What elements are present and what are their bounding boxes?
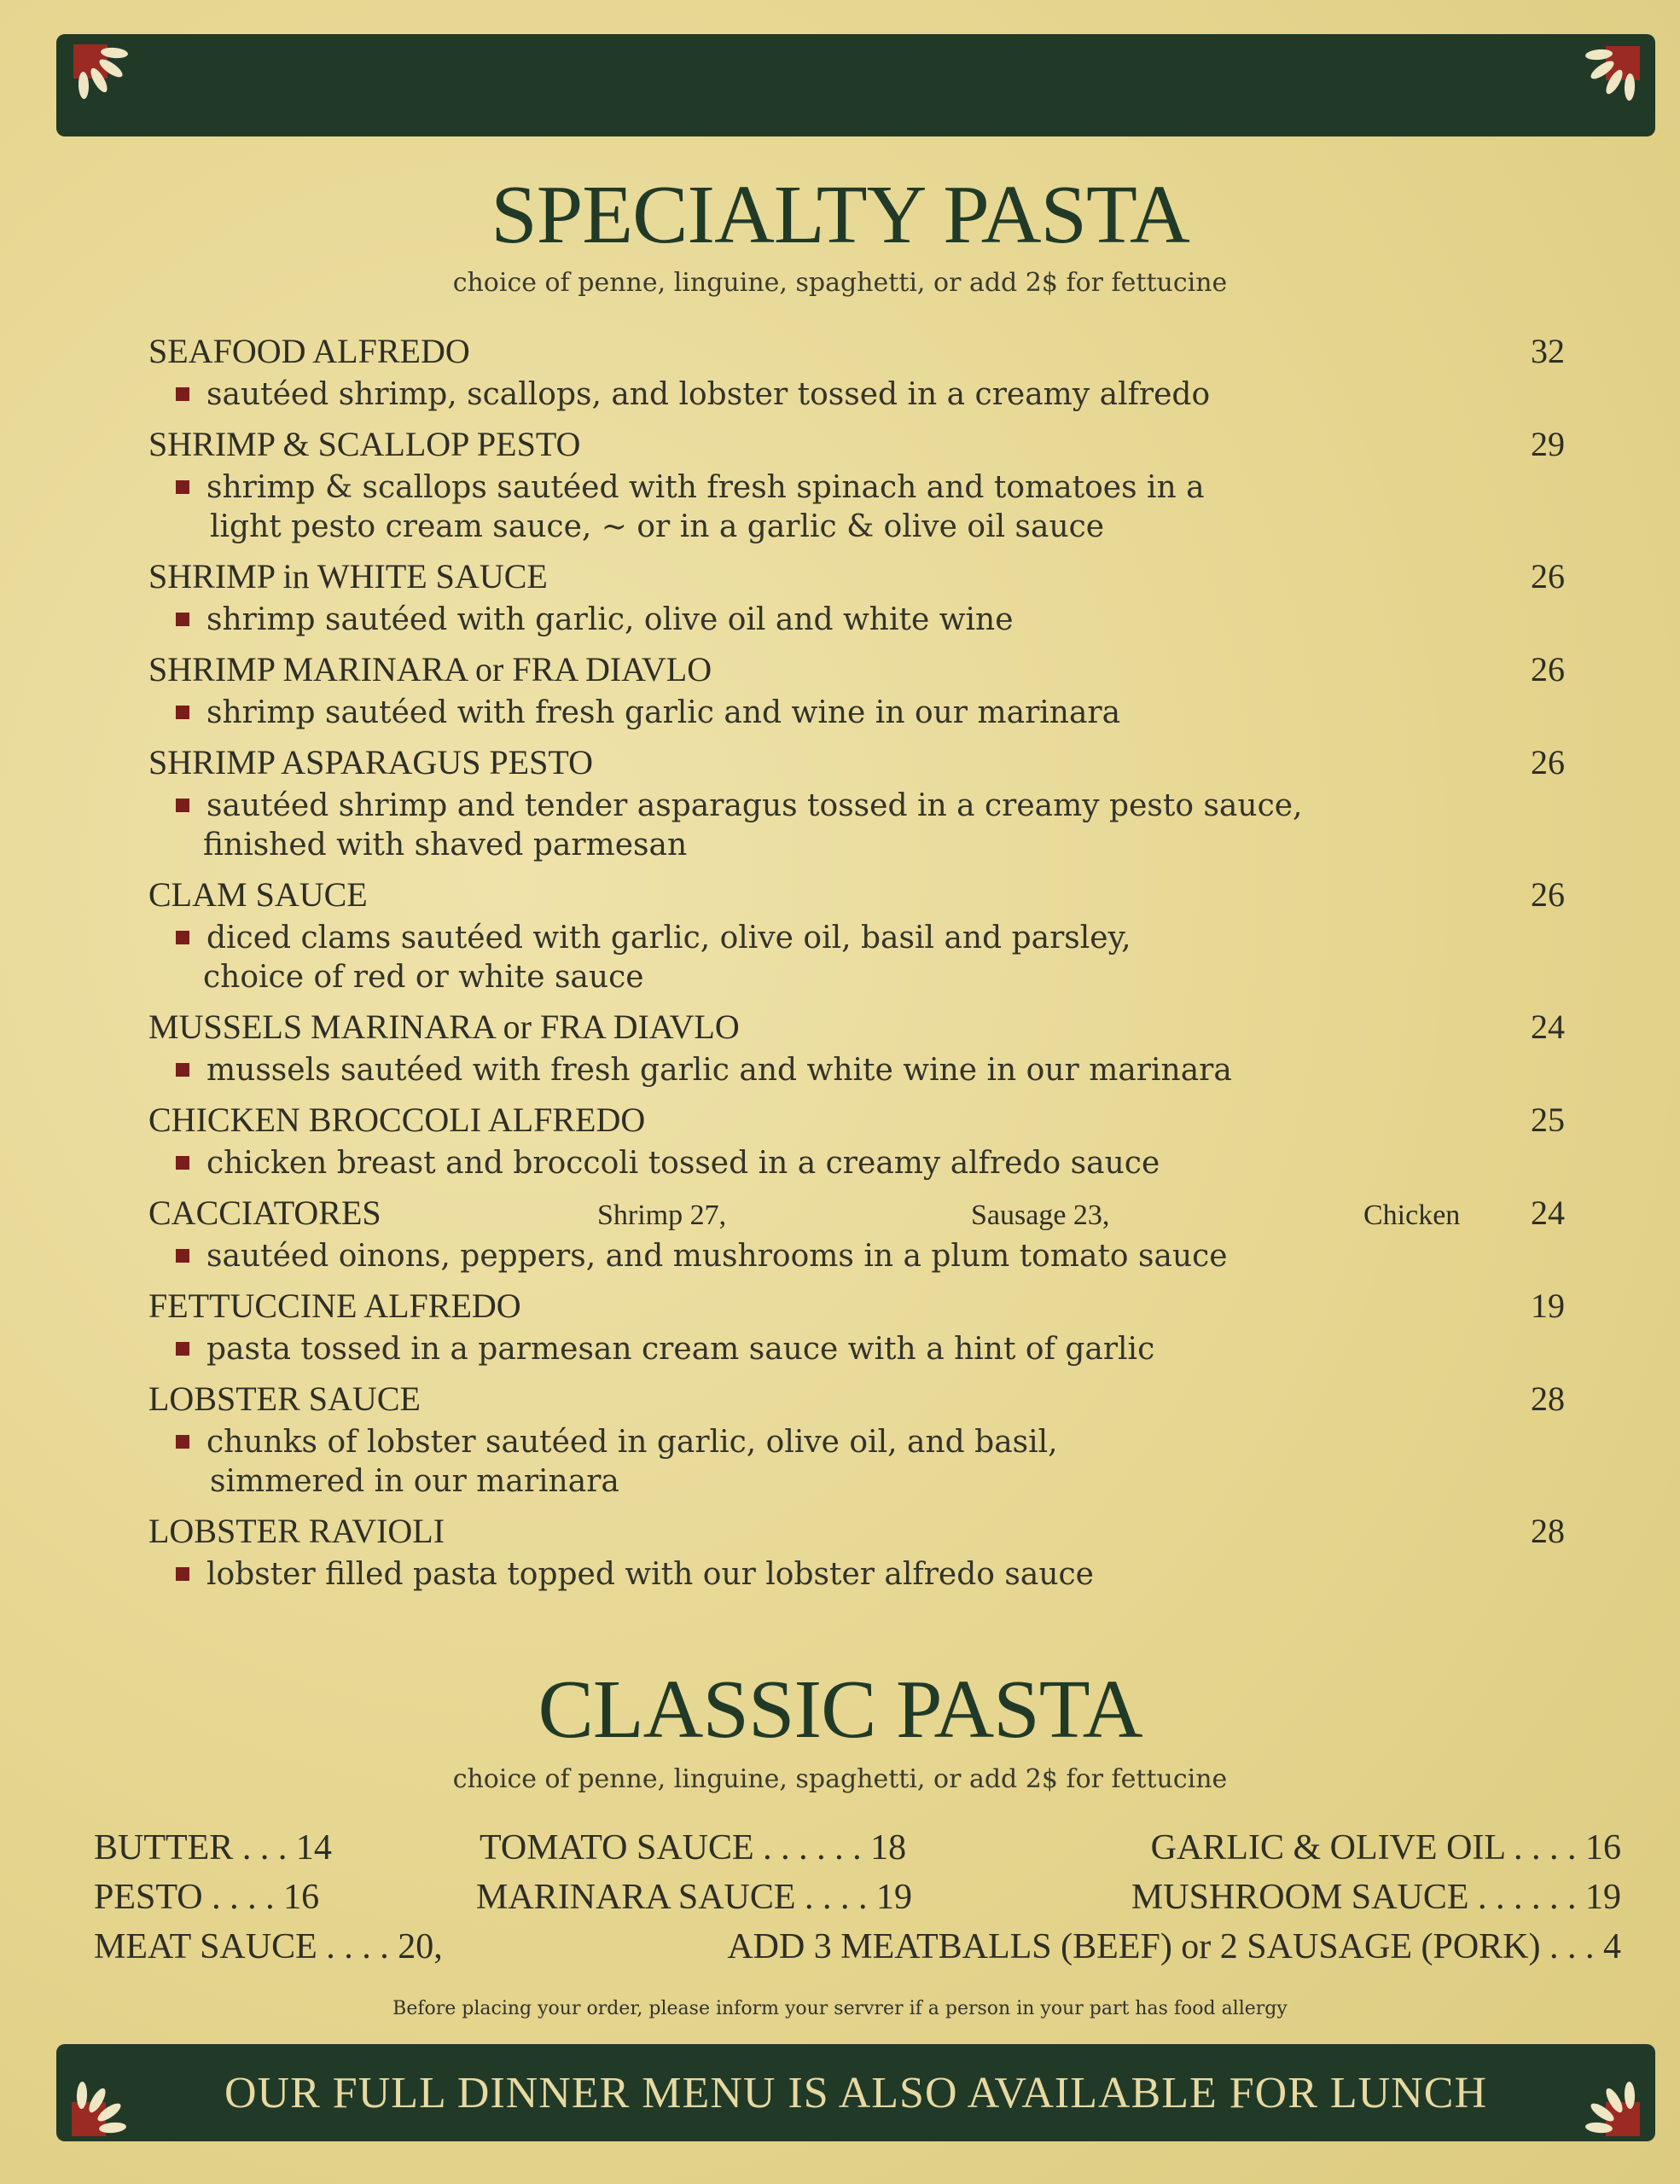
item-price: 19 (1531, 1287, 1565, 1325)
lunch-notice: OUR FULL DINNER MENU IS ALSO AVAILABLE FOR LUNCH (224, 2068, 1488, 2117)
item-name: CLAM SAUCE (148, 875, 368, 914)
cacciatore-option: Chicken (1363, 1199, 1461, 1231)
item-description: chunks of lobster sautéed in garlic, olive oil, and basil, (148, 1423, 1565, 1462)
menu-item (148, 874, 1565, 997)
item-price: 28 (1531, 1512, 1565, 1550)
item-description: shrimp sautéed with garlic, olive oil and white wine (148, 601, 1565, 640)
item-name: CACCIATORES (148, 1194, 381, 1232)
classic-item: MARINARA SAUCE . . . . 19 (476, 1878, 913, 1917)
menu-item (148, 1379, 1565, 1502)
classic-item: TOMATO SAUCE . . . . . . 18 (480, 1828, 907, 1867)
fan-ornament-icon (1555, 46, 1640, 131)
item-name: SHRIMP in WHITE SAUCE (148, 557, 548, 595)
classic-row (94, 1877, 1621, 1926)
item-price: 25 (1531, 1101, 1565, 1139)
fan-ornament-icon (73, 44, 159, 130)
item-description: shrimp & scallops sautéed with fresh spinach and tomatoes in a (148, 468, 1565, 508)
classic-item: MUSHROOM SAUCE . . . . . . 19 (1131, 1878, 1621, 1917)
item-price: 26 (1531, 743, 1565, 781)
item-description: diced clams sautéed with garlic, olive oil, basil and parsley, (148, 919, 1565, 958)
classic-list (94, 1827, 1621, 1976)
item-description-cont: choice of red or white sauce (203, 960, 644, 995)
item-name: SHRIMP & SCALLOP PESTO (148, 425, 581, 463)
menu-item (148, 1286, 1565, 1369)
classic-item: PESTO . . . . 16 (94, 1878, 320, 1917)
item-description: sautéed shrimp and tender asparagus tossed in a creamy pesto sauce, (148, 787, 1565, 826)
item-description: sautéed oinons, peppers, and mushrooms in a plum tomato sauce (148, 1237, 1565, 1276)
classic-item: MEAT SAUCE . . . . 20, (94, 1927, 443, 1966)
menu-item (148, 1193, 1565, 1276)
item-name: SHRIMP ASPARAGUS PESTO (148, 743, 593, 781)
item-name: SHRIMP MARINARA or FRA DIAVLO (148, 650, 712, 688)
item-description: shrimp sautéed with fresh garlic and wine in our marinara (148, 694, 1565, 733)
classic-row (94, 1926, 1621, 1976)
cacciatore-option: Sausage 23, (971, 1199, 1110, 1231)
item-price: 28 (1531, 1380, 1565, 1418)
menu-item (148, 742, 1565, 865)
item-price: 24 (1531, 1194, 1565, 1232)
item-description: mussels sautéed with fresh garlic and white wine in our marinara (148, 1051, 1565, 1090)
item-name: FETTUCCINE ALFREDO (148, 1287, 521, 1325)
cacciatore-option: Shrimp 27, (597, 1199, 727, 1231)
classic-row (94, 1827, 1621, 1877)
specialty-list (148, 331, 1565, 1604)
menu-item (148, 649, 1565, 733)
specialty-title: SPECIALTY PASTA (491, 169, 1189, 261)
item-description-cont: finished with shaved parmesan (203, 828, 688, 863)
menu-item (148, 556, 1565, 640)
item-price: 26 (1531, 650, 1565, 688)
menu-item (148, 331, 1565, 415)
item-price: 26 (1531, 557, 1565, 595)
fan-ornament-icon (1555, 2051, 1640, 2136)
classic-item: ADD 3 MEATBALLS (BEEF) or 2 SAUSAGE (PORK) . . . 4 (727, 1927, 1621, 1966)
item-description: chicken breast and broccoli tossed in a creamy alfredo sauce (148, 1144, 1565, 1183)
item-name: LOBSTER RAVIOLI (148, 1512, 445, 1550)
menu-item (148, 1007, 1565, 1090)
item-name: SEAFOOD ALFREDO (148, 332, 470, 370)
item-price: 24 (1531, 1008, 1565, 1046)
item-name: CHICKEN BROCCOLI ALFREDO (148, 1101, 646, 1139)
specialty-subtitle: choice of penne, linguine, spaghetti, or add 2$ for fettucine (452, 268, 1228, 298)
top-banner (56, 34, 1655, 136)
item-price: 32 (1531, 332, 1565, 370)
classic-title: CLASSIC PASTA (538, 1664, 1142, 1756)
classic-item: BUTTER . . . 14 (94, 1828, 332, 1867)
menu-item (148, 1100, 1565, 1183)
item-description-cont: simmered in our marinara (210, 1464, 619, 1499)
item-description-cont: light pesto cream sauce, ~ or in a garlic & olive oil sauce (210, 509, 1105, 544)
item-price: 29 (1531, 425, 1565, 463)
item-name: LOBSTER SAUCE (148, 1380, 421, 1418)
classic-subtitle: choice of penne, linguine, spaghetti, or add 2$ for fettucine (452, 1764, 1228, 1794)
item-description: lobster filled pasta topped with our lobster alfredo sauce (148, 1555, 1565, 1594)
bottom-banner (56, 2044, 1655, 2141)
item-price: 26 (1531, 875, 1565, 914)
item-description: pasta tossed in a parmesan cream sauce with a hint of garlic (148, 1330, 1565, 1369)
item-description: sautéed shrimp, scallops, and lobster tossed in a creamy alfredo (148, 375, 1565, 415)
allergy-note: Before placing your order, please inform your servrer if a person in your part has food allergy (392, 1998, 1288, 2019)
fan-ornament-icon (72, 2051, 157, 2136)
classic-item: GARLIC & OLIVE OIL . . . . 16 (1150, 1828, 1621, 1867)
item-name: MUSSELS MARINARA or FRA DIAVLO (148, 1008, 740, 1046)
menu-item (148, 1511, 1565, 1594)
menu-item (148, 424, 1565, 547)
